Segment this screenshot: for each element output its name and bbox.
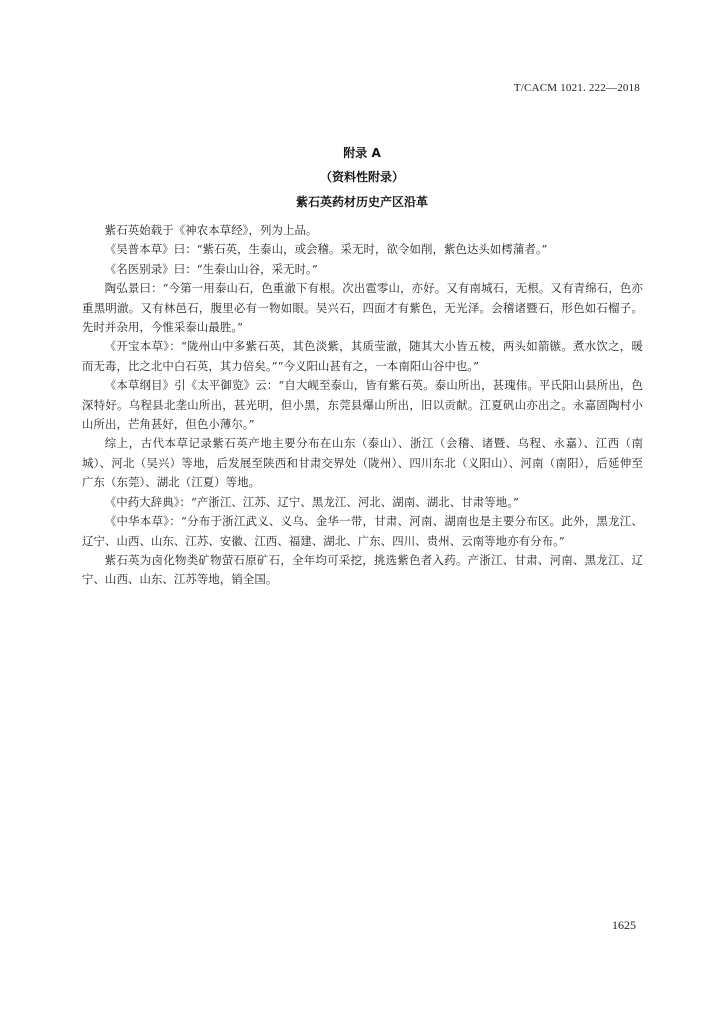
body-text <box>82 221 643 590</box>
paragraph: 《中药大辞典》：“产浙江、江苏、辽宁、黑龙江、河北、湖南、湖北、甘肃等地。” <box>104 494 519 509</box>
paragraph: 陶弘景曰：“今第一用泰山石，色重澈下有根。次出雹零山，亦好。又有南城石，无根。又有青绵石，色亦重黑明澈。又有林邑石，腹里必有一物如眼。吴兴石，四面才有紫色，无光泽。会稽诸暨石，形色如石榴子。先时并杂用，今惟采泰山最胜。” <box>82 281 643 335</box>
page-number: 1625 <box>612 918 636 932</box>
paragraph: 《本草纲目》引《太平御览》云：“自大岘至泰山，皆有紫石英。泰山所出，甚瑰伟。平氏阳山县所出，色深特好。乌程县北垄山所出，甚光明，但小黑，东莞县爆山所出，旧以贡献。江夏矾山亦出之。永嘉固陶村小山所出，芒角甚好，但色小薄尔。” <box>82 378 643 432</box>
paragraph: 紫石英为卤化物类矿物萤石原矿石，全年均可采挖，挑选紫色者入药。产浙江、甘肃、河南、黑龙江、辽宁、山西、山东、江苏等地，销全国。 <box>82 552 643 587</box>
paragraph: 《开宝本草》：“陇州山中多紫石英，其色淡紫，其质莹澈，随其大小皆五棱，两头如箭镞。煮水饮之，暖而无毒，比之北中白石英，其力倍矣。”“今义阳山甚有之，一本南阳山谷中也。” <box>82 339 643 373</box>
paragraph: 《中华本草》：“分布于浙江武义、义乌、金华一带，甘肃、河南、湖南也是主要分布区。此外，黑龙江、辽宁、山西、山东、江苏、安徽、江西、福建、湖北、广东、四川、贵州、云南等地亦有分布。” <box>82 514 643 548</box>
standard-number: T/CACM 1021. 222—2018 <box>513 82 640 94</box>
appendix-title: 附录 A <box>343 146 381 160</box>
paragraph: 《吴普本草》曰：“紫石英，生泰山，或会稽。采无时，欲令如削，紫色达头如樗蒲者。” <box>104 242 548 257</box>
paragraph: 《名医别录》曰：“生泰山山谷，采无时。” <box>104 261 318 276</box>
section-title: 紫石英药材历史产区沿革 <box>295 195 428 209</box>
appendix-subtitle: （资料性附录） <box>319 170 404 184</box>
paragraph: 综上，古代本草记录紫石英产地主要分布在山东（泰山）、浙江（会稽、诸暨、乌程、永嘉）、江西（南城）、河北（吴兴）等地，后发展至陕西和甘肃交界处（陇州）、四川东北（义阳山）、河南（南阳），后延伸至广东（东莞）、湖北（江夏）等地。 <box>82 436 643 490</box>
paragraph: 紫石英始载于《神农本草经》，列为上品。 <box>104 223 318 237</box>
